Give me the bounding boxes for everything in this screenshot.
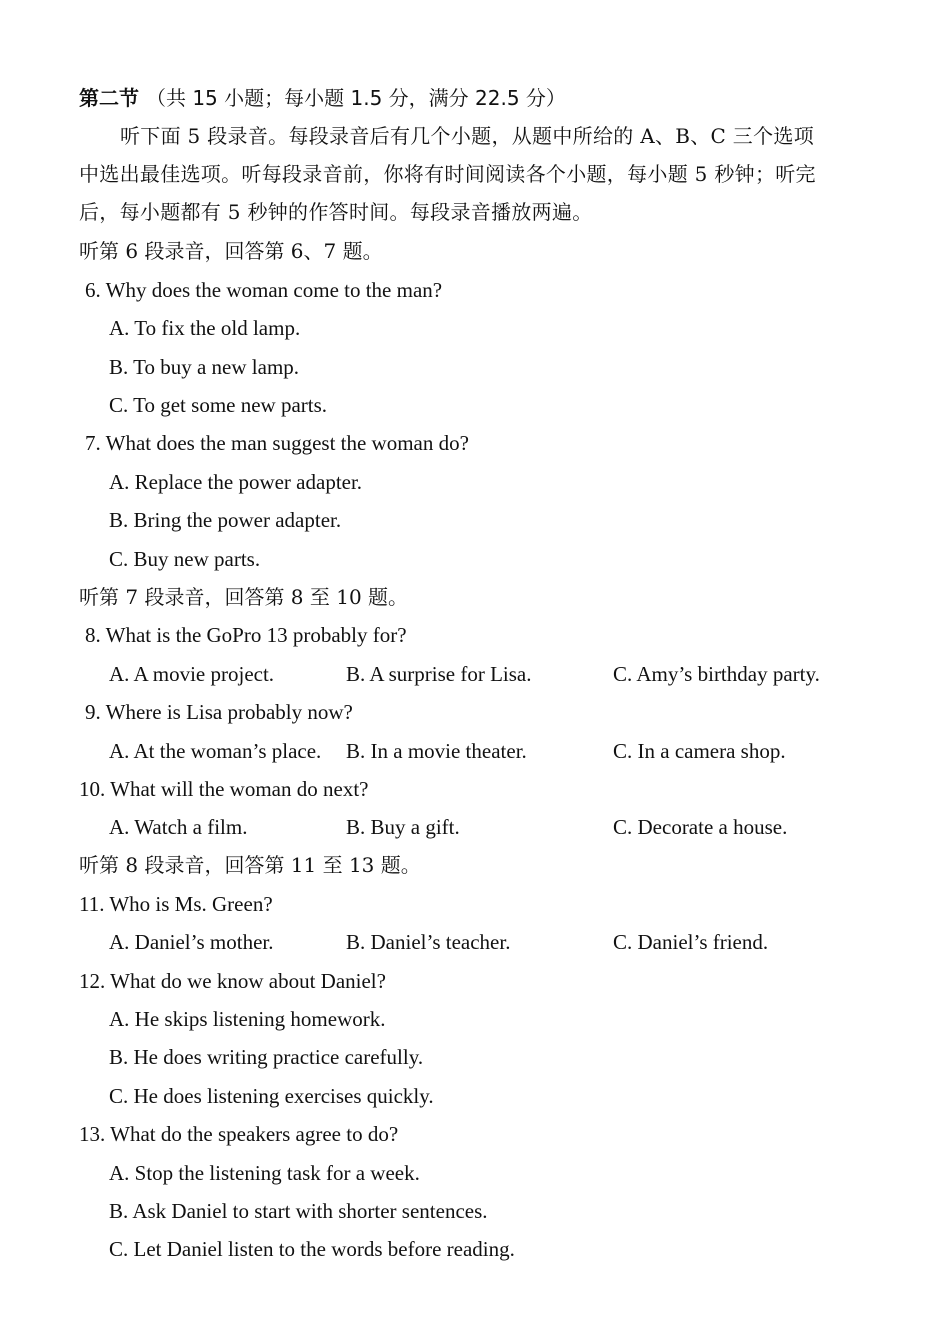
option-12c: C. He does listening exercises quickly. bbox=[109, 1084, 434, 1108]
section-title: 第二节 bbox=[79, 86, 139, 110]
option-7b: B. Bring the power adapter. bbox=[109, 508, 342, 532]
question-6: 6. Why does the woman come to the man? bbox=[85, 278, 443, 302]
option-10b: B. Buy a gift. bbox=[346, 815, 460, 839]
option-11b: B. Daniel’s teacher. bbox=[346, 930, 511, 954]
option-11c: C. Daniel’s friend. bbox=[613, 930, 769, 954]
segment-label: 听第 8 段录音，回答第 11 至 13 题。 bbox=[79, 853, 421, 877]
question-11: 11. Who is Ms. Green? bbox=[79, 892, 273, 916]
option-6c: C. To get some new parts. bbox=[109, 393, 328, 417]
option-12a: A. He skips listening homework. bbox=[109, 1007, 386, 1031]
segment-label: 听第 7 段录音，回答第 8 至 10 题。 bbox=[79, 585, 409, 609]
option-12b: B. He does writing practice carefully. bbox=[109, 1045, 424, 1069]
option-13a: A. Stop the listening task for a week. bbox=[109, 1161, 420, 1185]
option-10c: C. Decorate a house. bbox=[613, 815, 788, 839]
question-13: 13. What do the speakers agree to do? bbox=[79, 1122, 399, 1146]
question-8: 8. What is the GoPro 13 probably for? bbox=[85, 623, 407, 647]
option-9b: B. In a movie theater. bbox=[346, 739, 527, 763]
option-11a: A. Daniel’s mother. bbox=[109, 930, 274, 954]
option-8a: A. A movie project. bbox=[109, 662, 275, 686]
option-6b: B. To buy a new lamp. bbox=[109, 355, 300, 379]
option-9a: A. At the woman’s place. bbox=[109, 739, 322, 763]
instruction-line: 中选出最佳选项。听每段录音前，你将有时间阅读各个小题，每小题 5 秒钟；听完 bbox=[79, 162, 816, 186]
instruction-line: 后，每小题都有 5 秒钟的作答时间。每段录音播放两遍。 bbox=[79, 200, 593, 224]
option-13c: C. Let Daniel listen to the words before reading. bbox=[109, 1237, 515, 1261]
option-8c: C. Amy’s birthday party. bbox=[613, 662, 820, 686]
option-9c: C. In a camera shop. bbox=[613, 739, 786, 763]
segment-label: 听第 6 段录音，回答第 6、7 题。 bbox=[79, 239, 383, 263]
instruction-line: 听下面 5 段录音。每段录音后有几个小题，从题中所给的 A、B、C 三个选项 bbox=[120, 124, 814, 148]
option-7c: C. Buy new parts. bbox=[109, 547, 261, 571]
section-heading bbox=[79, 84, 566, 112]
option-10a: A. Watch a film. bbox=[109, 815, 248, 839]
option-7a: A. Replace the power adapter. bbox=[109, 470, 363, 494]
option-13b: B. Ask Daniel to start with shorter sentences. bbox=[109, 1199, 488, 1223]
option-6a: A. To fix the old lamp. bbox=[109, 316, 301, 340]
section-score-note: （共 15 小题；每小题 1.5 分，满分 22.5 分） bbox=[145, 86, 566, 110]
option-8b: B. A surprise for Lisa. bbox=[346, 662, 532, 686]
question-7: 7. What does the man suggest the woman do? bbox=[85, 431, 469, 455]
question-12: 12. What do we know about Daniel? bbox=[79, 969, 386, 993]
question-9: 9. Where is Lisa probably now? bbox=[85, 700, 353, 724]
question-10: 10. What will the woman do next? bbox=[79, 777, 369, 801]
